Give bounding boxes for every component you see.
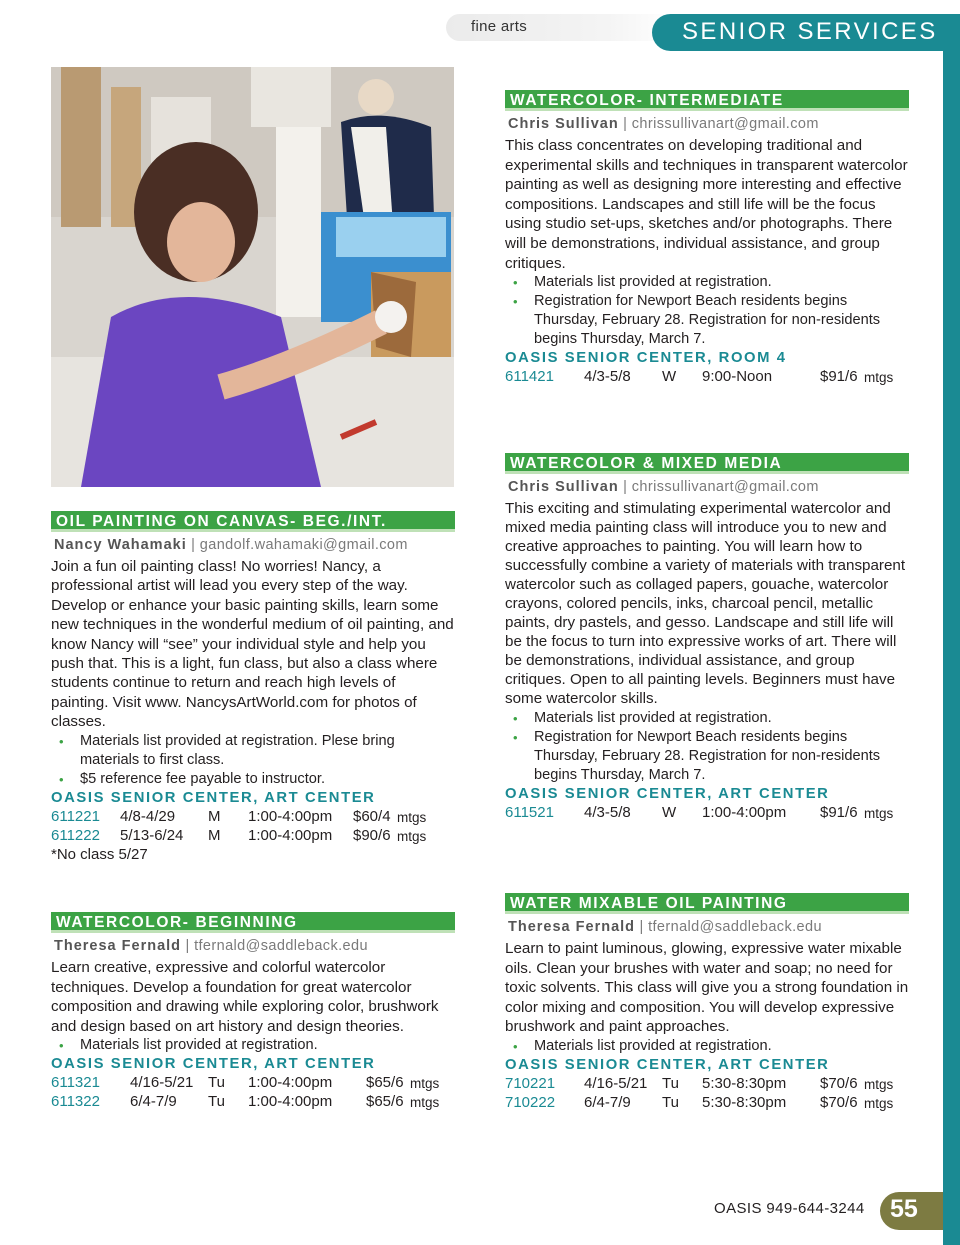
schedule-row <box>505 1093 909 1112</box>
class-dates: 4/3-5/8 <box>584 803 631 821</box>
class-water-mixable-oil <box>505 893 909 1112</box>
schedule-row <box>505 367 909 386</box>
class-title: OIL PAINTING ON CANVAS- BEG./INT. <box>51 511 455 532</box>
class-location: OASIS SENIOR CENTER, ART CENTER <box>51 789 376 806</box>
instructor-line <box>505 479 909 495</box>
class-location: OASIS SENIOR CENTER, ART CENTER <box>51 1056 376 1073</box>
class-mtgs: mtgs <box>410 1095 440 1111</box>
class-title: WATERCOLOR- INTERMEDIATE <box>505 90 909 111</box>
schedule-row <box>51 1073 455 1092</box>
class-time: 1:00-4:00pm <box>248 807 333 825</box>
class-dates: 6/4-7/9 <box>130 1093 177 1111</box>
schedule-row <box>505 803 909 822</box>
bullet-item: • Materials list provided at registration. <box>505 1037 909 1056</box>
class-photo <box>51 67 454 487</box>
class-fee: $70/6 <box>820 1074 858 1092</box>
class-code[interactable]: 611321 <box>51 1074 100 1092</box>
separator: | <box>623 479 628 495</box>
separator: | <box>185 938 190 954</box>
class-day: M <box>208 807 221 825</box>
class-mtgs: mtgs <box>864 1076 894 1092</box>
bullet-item: • Materials list provided at registration. <box>51 1036 455 1055</box>
class-code[interactable]: 611421 <box>505 368 554 386</box>
class-note: *No class 5/27 <box>51 845 148 863</box>
schedule-row <box>51 807 455 826</box>
class-dates: 4/3-5/8 <box>584 368 631 386</box>
class-mtgs: mtgs <box>410 1076 440 1092</box>
bullet-item: • Materials list provided at registration. Plese bring materials to first class. <box>51 732 455 770</box>
class-code[interactable]: 710222 <box>505 1093 556 1111</box>
section-banner <box>652 14 960 51</box>
separator: | <box>623 116 628 132</box>
bullet-item: • Materials list provided at registration. <box>505 273 909 292</box>
class-mtgs: mtgs <box>397 809 427 825</box>
schedule-row <box>51 826 455 845</box>
bullet-item: • Registration for Newport Beach residents begins Thursday, February 28. Registration for non-residents begins Thursday, March 7. <box>505 292 909 349</box>
class-mtgs: mtgs <box>864 805 894 821</box>
class-location: OASIS SENIOR CENTER, ROOM 4 <box>505 350 787 367</box>
class-location: OASIS SENIOR CENTER, ART CENTER <box>505 785 830 802</box>
class-dates: 6/4-7/9 <box>584 1093 631 1111</box>
class-day: Tu <box>208 1074 225 1092</box>
instructor-email[interactable]: tfernald@saddleback.edu <box>194 938 368 954</box>
class-description: This class concentrates on developing traditional and experimental skills and techniques in transparent watercolor painting as well as designing more interesting and effective compositions. Landscapes and still life will be the focus using studio set-ups, sketches and/or photographs. There will be demonstrations, individual assistance, and group critiques. <box>505 137 908 272</box>
class-time: 5:30-8:30pm <box>702 1093 787 1111</box>
instructor-email[interactable]: tfernald@saddleback.edu <box>648 919 822 935</box>
instructor-name: Theresa Fernald <box>54 938 182 954</box>
class-day: Tu <box>208 1093 225 1111</box>
instructor-email[interactable]: chrissullivanart@gmail.com <box>631 479 819 495</box>
bullet-list <box>505 709 909 785</box>
class-dates: 5/13-6/24 <box>120 826 184 844</box>
class-mtgs: mtgs <box>397 828 427 844</box>
class-fee: $91/6 <box>820 803 858 821</box>
class-fee: $70/6 <box>820 1093 858 1111</box>
class-fee: $65/6 <box>366 1093 404 1111</box>
section-tab <box>446 14 676 41</box>
class-day: Tu <box>662 1093 679 1111</box>
separator: | <box>191 537 196 553</box>
class-title: WATERCOLOR- BEGINNING <box>51 912 455 933</box>
class-time: 1:00-4:00pm <box>702 803 787 821</box>
class-watercolor-intermediate <box>505 90 909 386</box>
class-day: Tu <box>662 1074 679 1092</box>
class-day: W <box>662 803 677 821</box>
instructor-line <box>51 537 455 553</box>
bullet-item: • Registration for Newport Beach residents begins Thursday, February 28. Registration for non-residents begins Thursday, March 7. <box>505 728 909 785</box>
class-description: Learn creative, expressive and colorful watercolor techniques. Develop a foundation for great watercolor composition and drawing while exploring color, brushwork and design based on art history and design theories. <box>51 959 439 1035</box>
class-watercolor-mixed-media <box>505 453 909 822</box>
class-day: M <box>208 826 221 844</box>
photo-illustration <box>51 67 454 487</box>
schedule-row <box>505 1074 909 1093</box>
class-description: This exciting and stimulating experimental watercolor and mixed media painting class will introduce you to new and creative approaches to painting. You will learn how to successfully combine a variety of materials with transparent watercolor such as collaged papers, gouache, watercolor crayons, colored pencils, inks, charcoal pencil, metallic paints, dry pastels, and gesso. Landscape and still life will be the focus to turn into expressive works of art. There will be demonstrations, individual assistance, and group critiques. Open to all painting levels. Beginners must have some watercolor skills. <box>505 500 906 708</box>
instructor-line <box>51 938 455 954</box>
instructor-email[interactable]: chrissullivanart@gmail.com <box>631 116 819 132</box>
side-stripe <box>943 51 960 1245</box>
class-description: Join a fun oil painting class! No worries! Nancy, a professional artist will lead you every step of the way. Develop or enhance your basic painting skills, learn some new techniques in the wonderful medium of oil painting, and know Nancy will “see” your individual style and help you push that. This is a light, fun class, but also a class where students continue to return and reach high levels of painting. Visit www. NancysArtWorld.com for photos of classes. <box>51 558 454 731</box>
instructor-name: Chris Sullivan <box>508 479 619 495</box>
footer-phone: OASIS 949-644-3244 <box>714 1200 865 1217</box>
page-number: 55 <box>890 1195 918 1223</box>
separator: | <box>639 919 644 935</box>
class-oil-painting <box>51 511 455 864</box>
class-code[interactable]: 611322 <box>51 1093 100 1111</box>
class-location: OASIS SENIOR CENTER, ART CENTER <box>505 1056 830 1073</box>
class-code[interactable]: 710221 <box>505 1074 556 1092</box>
instructor-email[interactable]: gandolf.wahamaki@gmail.com <box>199 537 408 553</box>
class-fee: $60/4 <box>353 807 391 825</box>
class-fee: $91/6 <box>820 368 858 386</box>
class-title: WATER MIXABLE OIL PAINTING <box>505 893 909 914</box>
class-mtgs: mtgs <box>864 1095 894 1111</box>
bullet-item: • Materials list provided at registration. <box>505 709 909 728</box>
banner-title: SENIOR SERVICES <box>682 18 938 45</box>
instructor-line <box>505 919 909 935</box>
class-time: 1:00-4:00pm <box>248 826 333 844</box>
class-dates: 4/16-5/21 <box>584 1074 648 1092</box>
class-code[interactable]: 611221 <box>51 807 100 825</box>
instructor-line <box>505 116 909 132</box>
instructor-name: Theresa Fernald <box>508 919 636 935</box>
class-dates: 4/8-4/29 <box>120 807 176 825</box>
class-time: 5:30-8:30pm <box>702 1074 787 1092</box>
section-label: fine arts <box>471 18 528 35</box>
class-code[interactable]: 611222 <box>51 826 100 844</box>
class-time: 9:00-Noon <box>702 368 773 386</box>
class-mtgs: mtgs <box>864 370 894 386</box>
schedule-row <box>51 1092 455 1111</box>
class-code[interactable]: 611521 <box>505 803 554 821</box>
bullet-item: • $5 reference fee payable to instructor. <box>51 770 455 789</box>
bullet-list <box>51 1036 455 1055</box>
class-time: 1:00-4:00pm <box>248 1074 333 1092</box>
class-fee: $90/6 <box>353 826 391 844</box>
instructor-name: Nancy Wahamaki <box>54 537 187 553</box>
bullet-list <box>505 1037 909 1056</box>
bullet-list <box>505 273 909 349</box>
class-day: W <box>662 368 677 386</box>
class-description: Learn to paint luminous, glowing, expressive water mixable oils. Clean your brushes with water and soap; no need for toxic solvents. This class will give you a strong foundation in color mixing and composition. You will develop expressive brushwork and paint approaches. <box>505 940 909 1036</box>
class-time: 1:00-4:00pm <box>248 1093 333 1111</box>
bullet-list <box>51 732 455 789</box>
class-watercolor-beginning <box>51 912 455 1111</box>
class-dates: 4/16-5/21 <box>130 1074 194 1092</box>
instructor-name: Chris Sullivan <box>508 116 619 132</box>
class-title: WATERCOLOR & MIXED MEDIA <box>505 453 909 474</box>
class-fee: $65/6 <box>366 1074 404 1092</box>
page-number-badge <box>880 1192 943 1230</box>
